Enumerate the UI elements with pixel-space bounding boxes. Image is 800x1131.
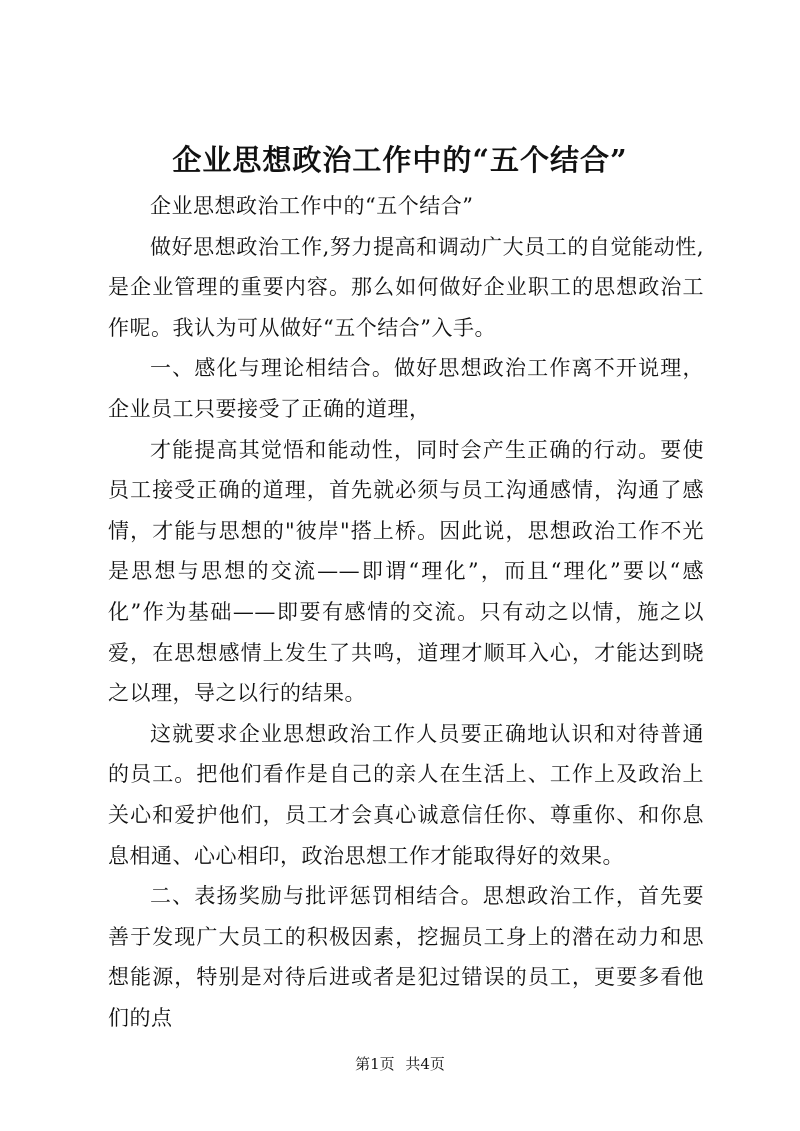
paragraph-intro: 做好思想政治工作,努力提高和调动广大员工的自觉能动性,是企业管理的重要内容。那么如何做好企业职工的思想政治工作呢。我认为可从做好“五个结合”入手。 xyxy=(108,234,704,340)
paragraph-subtitle: 企业思想政治工作中的“五个结合” xyxy=(150,194,474,218)
paragraph-section-two: 二、表扬奖励与批评惩罚相结合。思想政治工作，首先要善于发现广大员工的积极因素，挖掘员工身上的潜在动力和思想能源，特别是对待后进或者是犯过错误的员工，更要多看他们的点 xyxy=(108,884,704,1030)
paragraph-section-one: 一、感化与理论相结合。做好思想政治工作离不开说理，企业员工只要接受了正确的道理， xyxy=(108,356,704,421)
paragraph-section-one-continued: 才能提高其觉悟和能动性，同时会产生正确的行动。要使员工接受正确的道理，首先就必须与员工沟通感情，沟通了感情，才能与思想的"彼岸"搭上桥。因此说，思想政治工作不光是思想与思想的交流——即谓“理化”，而且“理化”要以“感化”作为基础——即要有感情的交流。只有动之以情，施之以爱，在思想感情上发生了共鸣，道理才顺耳入心，才能达到晓之以理，导之以行的结果。 xyxy=(108,437,704,706)
page-total: 共4页 xyxy=(405,1055,445,1073)
paragraph-requirement: 这就要求企业思想政治工作人员要正确地认识和对待普通的员工。把他们看作是自己的亲人在生活上、工作上及政治上关心和爱护他们，员工才会真心诚意信任你、尊重你、和你息息相通、心心相印，政治思想工作才能取得好的效果。 xyxy=(108,721,704,868)
page-footer xyxy=(0,1054,800,1074)
document-body xyxy=(108,186,704,1038)
page-number: 第1页 xyxy=(355,1055,395,1073)
document-title: 企业思想政治工作中的“五个结合” xyxy=(172,143,628,177)
